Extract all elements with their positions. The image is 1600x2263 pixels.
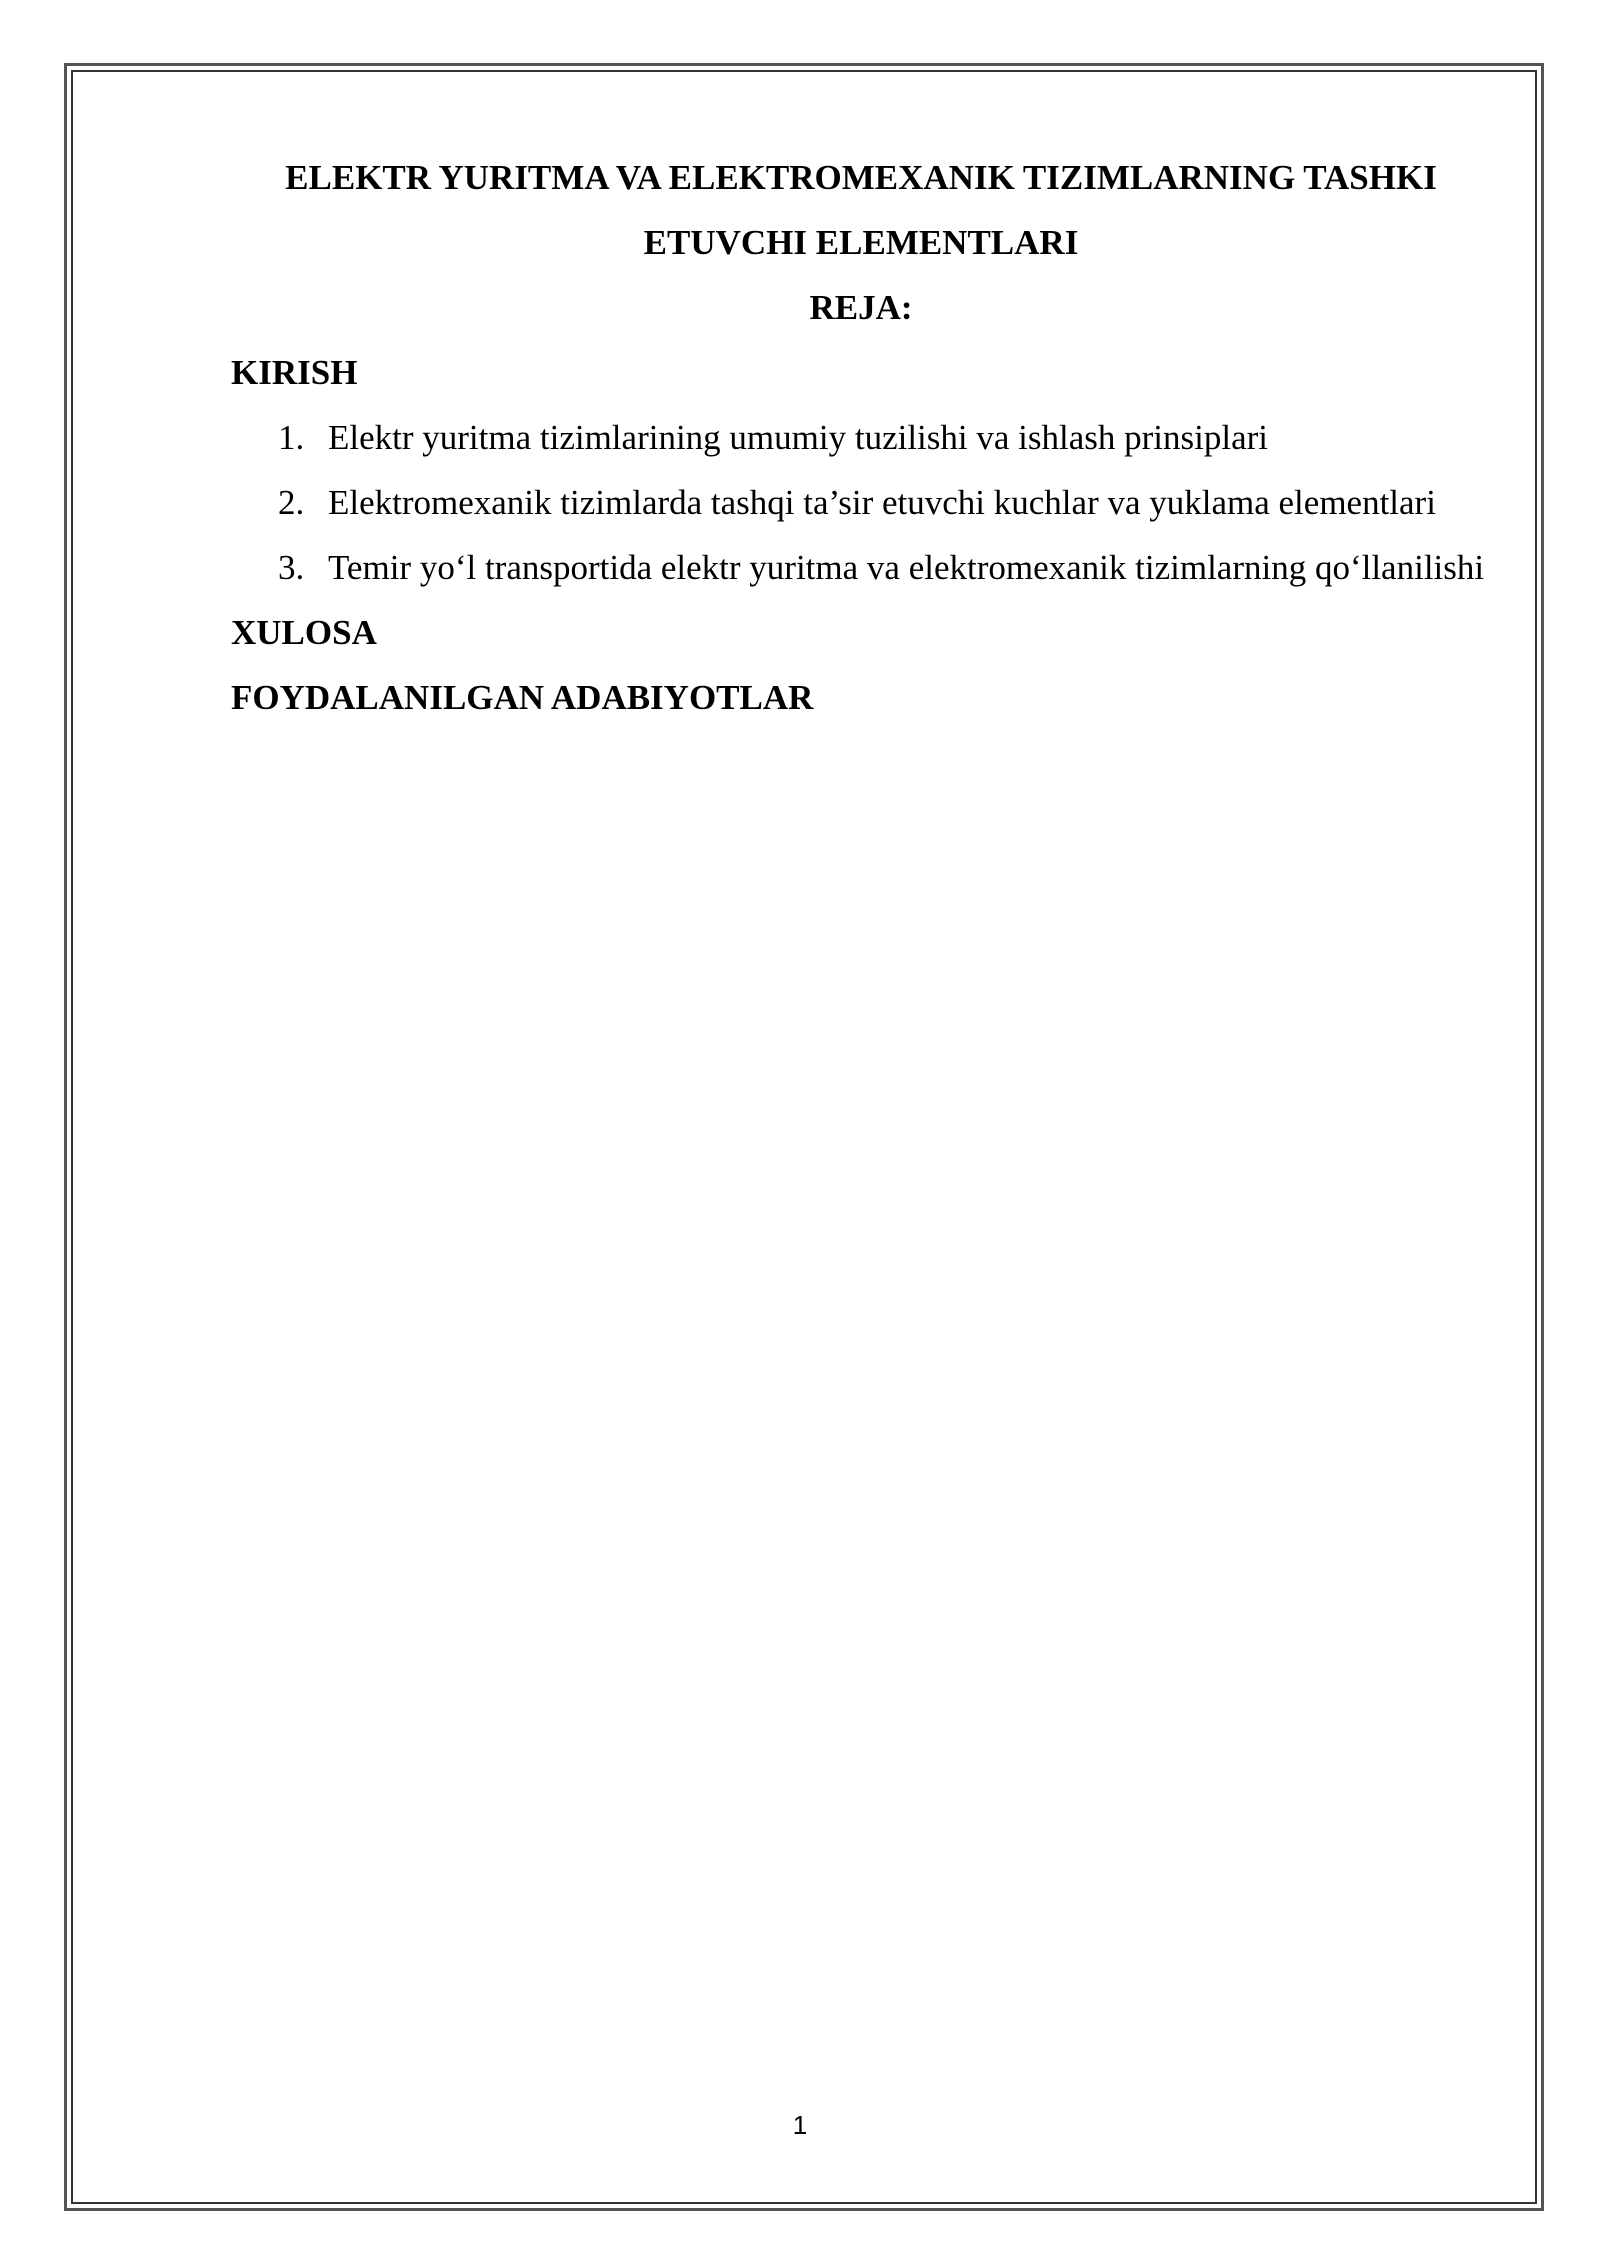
page-number: 1 (792, 2110, 808, 2140)
plan-list (231, 405, 1491, 600)
plan-item (231, 405, 1491, 470)
conclusion-heading: XULOSA (231, 613, 377, 652)
plan-item-text: Elektromexanik tizimlarda tashqi ta’sir etuvchi kuchlar va yuklama elementlari (328, 483, 1436, 522)
page-content (231, 145, 1491, 730)
plan-item-number: 2. (278, 483, 305, 522)
plan-item-number: 3. (278, 548, 305, 587)
intro-heading: KIRISH (231, 353, 358, 392)
plan-label: REJA: (809, 288, 913, 327)
plan-item (231, 470, 1491, 535)
document-title: ELEKTR YURITMA VA ELEKTROMEXANIK TIZIMLARNING TASHKI ETUVCHI ELEMENTLARI (285, 158, 1437, 262)
plan-item-text: Elektr yuritma tizimlarining umumiy tuzilishi va ishlash prinsiplari (328, 418, 1268, 457)
plan-item (231, 535, 1491, 600)
plan-item-text: Temir yo‘l transportida elektr yuritma va elektromexanik tizimlarning qo‘llanilishi (328, 548, 1485, 587)
plan-item-number: 1. (278, 418, 305, 457)
references-heading: FOYDALANILGAN ADABIYOTLAR (231, 678, 814, 717)
